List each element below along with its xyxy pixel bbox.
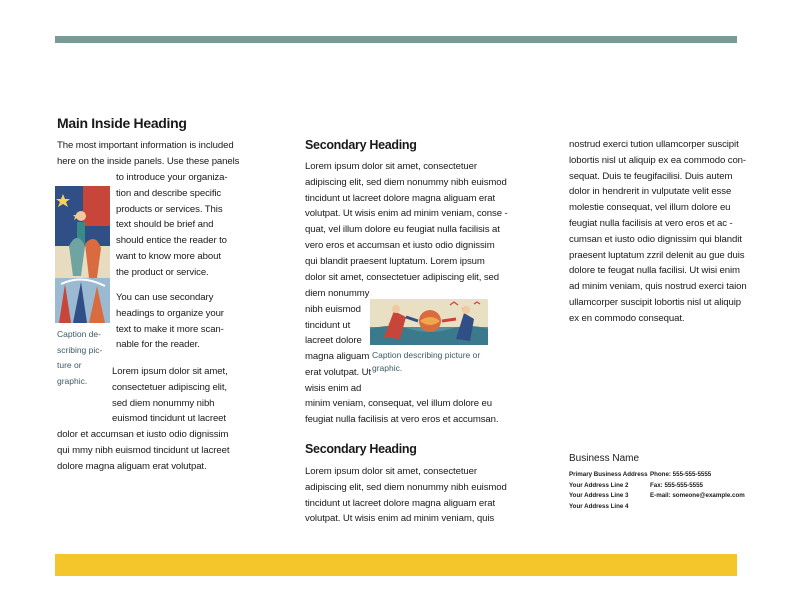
intro-paragraph-wrap: to introduce your organiza- tion and describe specific products or services. This text should be brief and should entice the reader to want to know more about the product or service. xyxy=(116,172,228,278)
secondary-headings-paragraph: You can use secondary headings to organize your text to make it more scan- nable for the reader. xyxy=(116,292,224,351)
middle-image-caption: Caption describing picture or graphic. xyxy=(372,350,481,373)
lorem-paragraph-left: Lorem ipsum dolor sit amet, consectetuer adipiscing elit, sed diem nonummy nibh euismod tincidunt ut lacreet dolor et accumsan et iusto odio dignissim qui mmy nibh euismod tincidunt ut lacreet dolore magna aliguam erat volutpat. xyxy=(57,366,230,472)
secondary-heading-1: Secondary Heading xyxy=(305,138,417,152)
bottom-accent-bar xyxy=(55,554,737,576)
right-paragraph: nostrud exerci tution ullamcorper suscipit lobortis nisl ut aliquip ex ea commodo con- sequat. Duis te feugifacilisi. Duis autem dolor in hendrerit in vulputate velit esse molestie consequat, vel illum dolore eu feugiat nulla facilisis at vero eros et ac - cumsan et iusto odio dignissim qui blandit praesent luptatum zzril delenit au gue duis dolore te feugat nulla facilisi. Ut wisi enim ad minim veniam, quis nostrud exerci taion ullamcorper suscipit lobortis nisl ut aliquip ex en commodo consequat. xyxy=(569,139,747,324)
business-contact-info: Phone: 555-555-5555 Fax: 555-555-5555 E-mail: someone@example.com xyxy=(650,470,745,502)
left-image-caption: Caption de- scribing pic- ture or graphic. xyxy=(57,329,103,386)
main-inside-heading: Main Inside Heading xyxy=(57,115,187,131)
figures-with-globe-illustration xyxy=(370,299,488,345)
email-address: E-mail: someone@example.com xyxy=(650,492,745,499)
middle-paragraph-1-tail: minim veniam, consequat, vel illum dolore eu feugiat nulla facilisis at vero eros et accumsan. xyxy=(305,398,499,425)
business-contact-block xyxy=(569,453,745,510)
business-address: Primary Business Address Your Address Line 2 Your Address Line 3 Your Address Line 4 xyxy=(569,471,648,510)
middle-paragraph-1: Lorem ipsum dolor sit amet, consectetuer adipiscing elit, sed diem nonummy nibh euismod tincidunt ut lacreet dolore magna aliguam erat volutpat. Ut wisis enim ad minim veniam, conse - quat, vel illum dolore eu feugiat nulla facilisis at vero eros et accumsan et iusto odio dignissim qui blandit praesent luptatum. Lorem ipsum dolor sit amet, consectetuer adipiscing elit, sed xyxy=(305,161,508,283)
secondary-heading-2: Secondary Heading xyxy=(305,442,417,456)
top-accent-bar xyxy=(55,36,737,43)
middle-paragraph-1-wrap: diem nonummy nibh euismod tincidunt ut lacreet dolore magna aliguam erat volutpat. Ut wisis enim ad xyxy=(305,288,372,394)
middle-paragraph-2: Lorem ipsum dolor sit amet, consectetuer adipiscing elit, sed diem nonummy nibh euismod tincidunt ut lacreet dolore magna aliguam erat volutpat. Ut wisis enim ad minim veniam, quis xyxy=(305,466,507,525)
celebration-figures-illustration xyxy=(55,186,110,323)
intro-paragraph: The most important information is included here on the inside panels. Use these panels xyxy=(57,140,240,167)
business-name: Business Name xyxy=(569,453,640,464)
